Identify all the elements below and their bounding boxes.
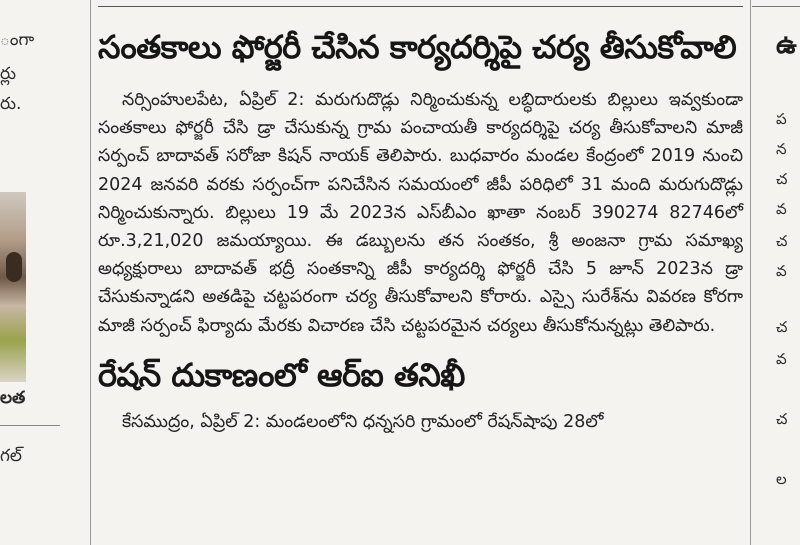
left-column-line: గల్ <box>0 446 22 466</box>
right-column-line: వ <box>776 350 787 368</box>
right-column-line: వ <box>776 200 787 218</box>
right-column-line: ల <box>776 470 787 488</box>
article-1-body: నర్సింహులపేట, ఏప్రిల్ 2: మరుగుదొడ్లు నిర్మించుకున్న లబ్ధిదారులకు బిల్లులు ఇవ్వకుండా సంతకాలు ఫోర్జరీ చేసి డ్రా చేసుకున్న గ్రామ పంచాయతీ కార్యదర్శిపై చర్య తీసుకోవాలని మాజీ సర్పంచ్ బాదావత్ సరోజా కిషన్ నాయక్ తెలిపారు. బుధవారం మండల కేంద్రంలో 2019 నుంచి 2024 జనవరి వరకు సర్పంచ్‌గా పనిచేసిన సమయంలో జీపీ పరిధిలో 31 మంది మరుగుదొడ్లు నిర్మించుకున్నారు. బిల్లులు 19 మే 2023న ఎస్‌బీఎం ఖాతా నంబర్ 390274 82746లో రూ.3,21,020 జమయ్యాయి. ఈ డబ్బులను తన సంతకం, శ్రీ అంజనా గ్రామ సమాఖ్య అధ్యక్షురాలు బాదావత్ భద్రీ సంతకాన్ని జీపీ కార్యదర్శి ఫోర్జరీ చేసి 5 జూన్ 2023న డ్రా చేసుకున్నాడని అతడిపై చట్టపరంగా చర్య తీసుకోవాలని కోరారు. ఎస్సై సురేశ్‌ను వివరణ కోరగా మాజీ సర్పంచ్ ఫిర్యాదు మేరకు విచారణ చేసి చట్టపరమైన చర్యలు తీసుకోనున్నట్లు తెలిపారు. <box>98 90 743 336</box>
right-column-line: చ <box>776 170 788 188</box>
left-column-photo <box>0 192 26 382</box>
right-column-headline: ఉ <box>776 34 797 56</box>
article-2-headline: రేషన్ దుకాణంలో ఆర్ఐ తనిఖీ <box>98 355 465 394</box>
left-column-caption: లత <box>0 388 26 408</box>
left-column-line: ంగా <box>0 30 35 50</box>
article-2-body: కేసముద్రం, ఏప్రిల్ 2: మండలంలోని ధన్నసరి గ్రామంలో రేషన్‌షాపు 28లో <box>122 411 604 432</box>
right-column-line: చ <box>776 410 788 428</box>
column-divider-left <box>90 0 91 545</box>
top-rule <box>98 6 743 7</box>
column-divider-right <box>750 0 751 545</box>
left-column-divider <box>0 425 60 426</box>
right-column-line: ప <box>776 110 787 128</box>
right-column-line: న <box>776 140 787 158</box>
right-column-line: వ <box>776 262 787 280</box>
left-column-line: ర్లు <box>0 64 16 84</box>
top-rule-right <box>752 0 800 7</box>
left-column-line: రు. <box>0 94 22 114</box>
main-column <box>98 18 743 436</box>
article-1-headline: సంతకాలు ఫోర్జరీ చేసిన కార్యదర్శిపై చర్య తీసుకోవాలి <box>98 28 737 66</box>
right-column-line: చ <box>776 232 788 250</box>
right-column-line: చ <box>776 318 788 336</box>
